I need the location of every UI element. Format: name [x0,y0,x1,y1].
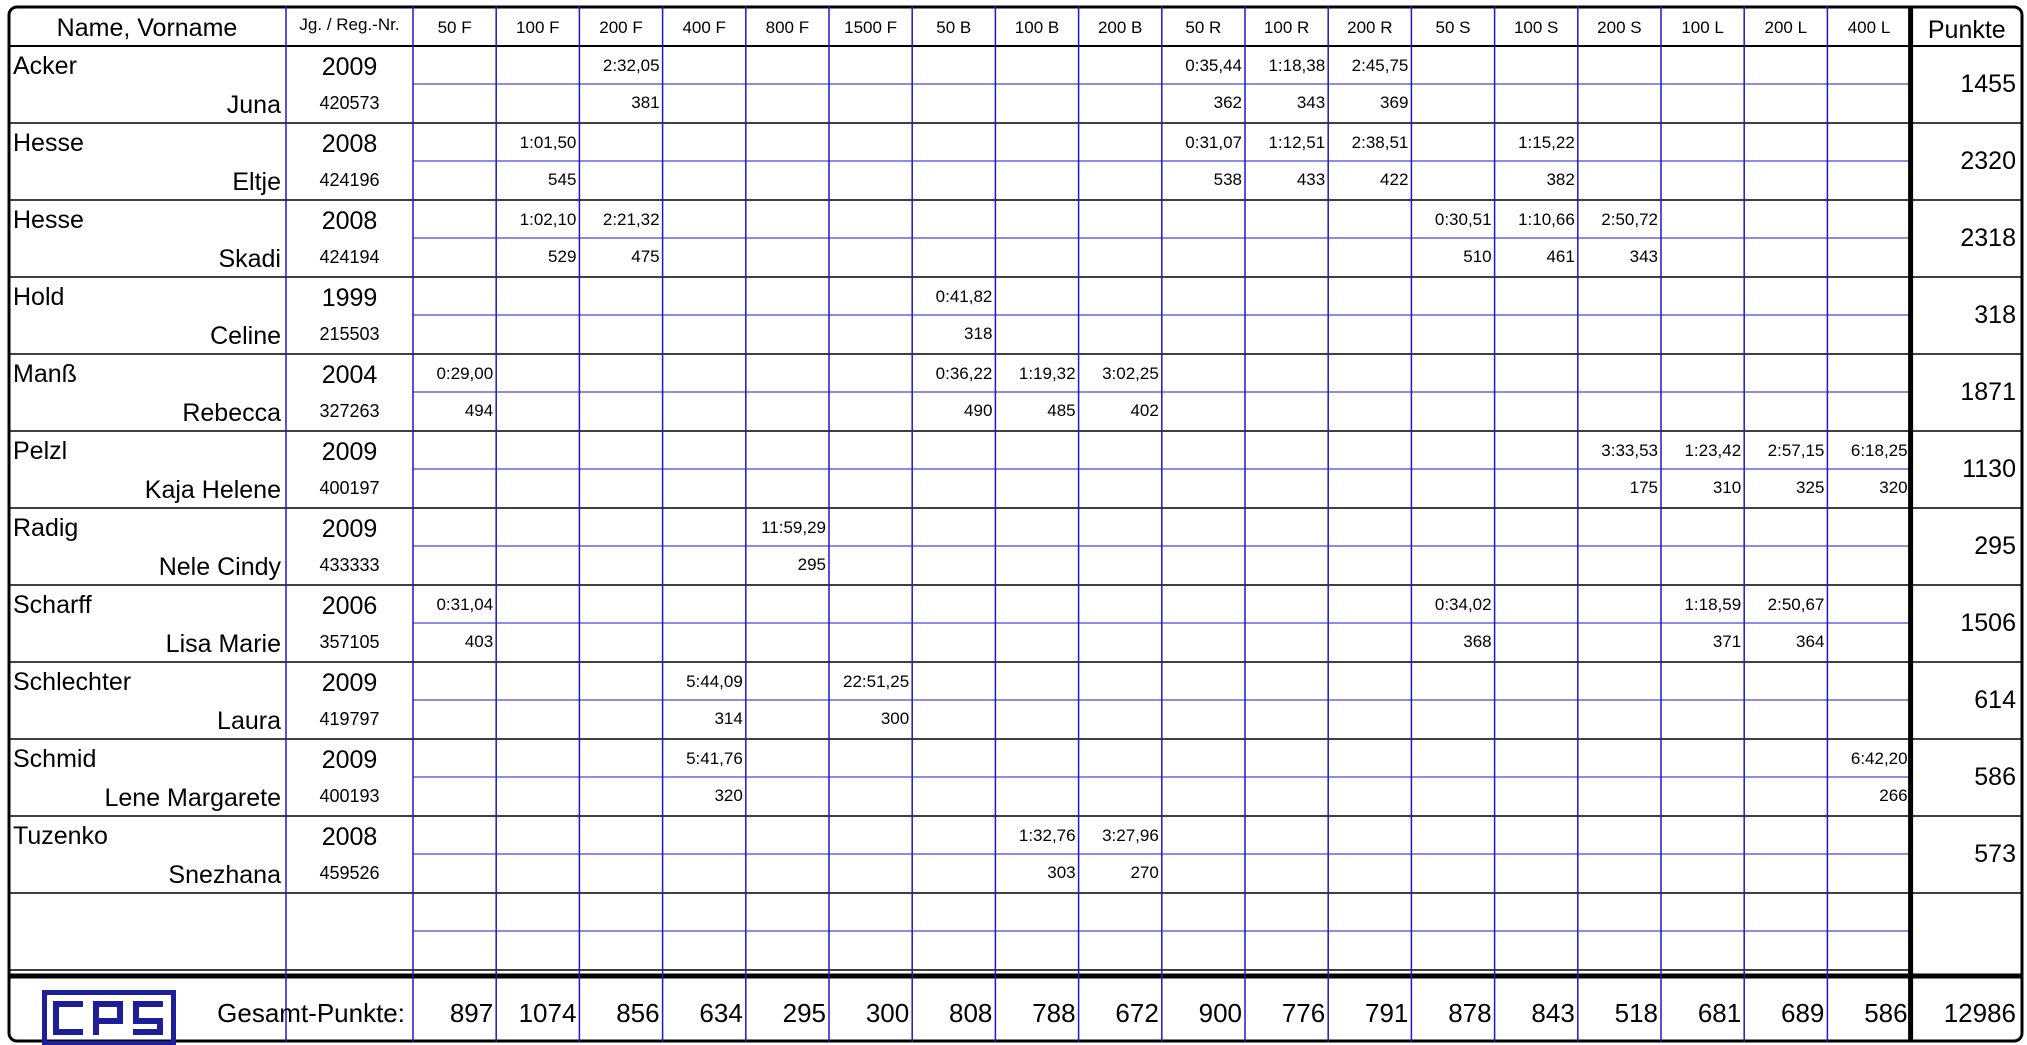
column-header-event: 100 L [1681,18,1724,37]
athlete-total-points: 1871 [1960,378,2016,406]
result-time: 1:01,50 [519,133,577,152]
result-points: 295 [797,555,826,574]
result-time: 0:29,00 [436,364,494,383]
event-sum-points: 300 [865,998,910,1028]
athlete-total-points: 614 [1974,686,2016,714]
column-header-event: 200 L [1764,18,1808,37]
athlete-reg-number: 424196 [319,170,380,190]
result-time: 0:41,82 [935,287,993,306]
athlete-reg-number: 420573 [319,93,380,113]
athlete-total-points: 1130 [1962,455,2016,483]
event-sum-points: 689 [1781,998,1825,1028]
result-time: 6:18,25 [1850,441,1908,460]
athlete-reg-number: 424194 [319,247,380,267]
athlete-reg-number: 459526 [319,863,380,883]
athlete-total-points: 2320 [1960,147,2016,175]
column-header-reg: Jg. / Reg.-Nr. [299,15,400,34]
result-points: 303 [1047,863,1076,882]
result-points: 545 [548,170,577,189]
result-points: 485 [1047,401,1076,420]
athlete-year: 2009 [321,669,378,697]
result-points: 368 [1463,632,1492,651]
result-points: 538 [1213,170,1242,189]
result-points: 422 [1380,170,1409,189]
table-cells [8,6,2023,1042]
athlete-firstname: Eltje [232,168,281,196]
result-points: 371 [1712,632,1742,651]
result-time: 5:44,09 [686,672,743,691]
event-sum-points: 878 [1448,998,1492,1028]
column-header-event: 200 F [599,18,643,37]
event-sum-points: 808 [949,998,993,1028]
result-time: 1:18,38 [1268,56,1326,75]
column-header-points: Punkte [1927,16,2006,44]
result-time: 0:31,07 [1185,133,1242,152]
athlete-surname: Pelzl [13,437,68,465]
result-time: 1:19,32 [1018,364,1076,383]
result-points: 494 [464,401,494,420]
result-points: 270 [1130,863,1159,882]
athlete-surname: Scharff [13,591,92,619]
column-header-name: Name, Vorname [56,14,238,42]
athlete-surname: Tuzenko [13,822,108,850]
athlete-reg-number: 419797 [319,709,380,729]
result-time: 0:30,51 [1434,210,1492,229]
result-points: 529 [548,247,577,266]
athlete-reg-number: 400197 [319,478,380,498]
athlete-year: 2008 [321,130,378,158]
result-points: 320 [1879,478,1908,497]
result-points: 266 [1879,786,1908,805]
athlete-firstname: Kaja Helene [144,476,281,504]
athlete-surname: Hesse [13,206,84,234]
athlete-reg-number: 215503 [319,324,380,344]
athlete-reg-number: 433333 [319,555,380,575]
column-header-event: 50 S [1435,18,1471,37]
result-time: 1:32,76 [1018,826,1076,845]
athlete-total-points: 586 [1974,763,2016,791]
athlete-firstname: Lisa Marie [165,630,281,658]
result-points: 381 [631,93,660,112]
event-sum-points: 897 [449,998,494,1028]
athlete-firstname: Rebecca [182,399,281,427]
result-time: 3:33,53 [1601,441,1658,460]
athlete-firstname: Snezhana [168,861,281,889]
athlete-firstname: Juna [226,91,281,119]
column-header-event: 50 R [1185,18,1222,37]
result-time: 11:59,29 [761,518,826,537]
athlete-year: 2009 [321,746,378,774]
athlete-firstname: Nele Cindy [158,553,281,581]
event-sum-points: 1074 [518,998,577,1028]
result-time: 2:57,15 [1767,441,1825,460]
grand-total-points: 12986 [1943,998,2016,1028]
athlete-surname: Schmid [13,745,97,773]
column-header-event: 100 F [516,18,560,37]
column-header-event: 100 B [1014,18,1060,37]
result-time: 1:23,42 [1684,441,1742,460]
column-header-event: 100 S [1513,18,1559,37]
athlete-total-points: 318 [1974,301,2016,329]
athlete-year: 1999 [321,284,378,312]
result-time: 6:42,20 [1850,749,1908,768]
athlete-surname: Schlechter [13,668,132,696]
result-time: 3:02,25 [1102,364,1159,383]
result-points: 175 [1629,478,1658,497]
athlete-total-points: 2318 [1960,224,2016,252]
result-points: 369 [1380,93,1409,112]
result-points: 402 [1130,401,1159,420]
athlete-firstname: Skadi [218,245,281,273]
result-points: 325 [1796,478,1825,497]
athlete-surname: Hold [13,283,65,311]
result-points: 314 [714,709,743,728]
result-points: 320 [714,786,743,805]
column-header-event: 50 B [936,18,972,37]
result-points: 343 [1629,247,1658,266]
event-sum-points: 856 [616,998,660,1028]
athlete-total-points: 573 [1974,840,2016,868]
result-time: 2:21,32 [602,210,660,229]
column-header-event: 400 L [1847,18,1891,37]
event-sum-points: 788 [1032,998,1076,1028]
athlete-year: 2008 [321,823,378,851]
result-time: 3:27,96 [1102,826,1159,845]
event-sum-points: 791 [1365,998,1409,1028]
result-time: 2:38,51 [1351,133,1409,152]
result-time: 2:50,72 [1601,210,1658,229]
event-sum-points: 843 [1531,998,1575,1028]
athlete-firstname: Lene Margarete [104,784,281,812]
result-time: 0:34,02 [1434,595,1492,614]
event-sum-points: 634 [699,998,743,1028]
athlete-surname: Hesse [13,129,84,157]
athlete-reg-number: 357105 [319,632,380,652]
event-sum-points: 586 [1864,998,1908,1028]
athlete-year: 2009 [321,438,378,466]
athlete-surname: Radig [13,514,79,542]
athlete-total-points: 295 [1974,532,2016,560]
total-points-label: Gesamt-Punkte: [217,998,405,1028]
event-sum-points: 681 [1697,998,1742,1028]
result-time: 2:45,75 [1351,56,1409,75]
result-points: 382 [1546,170,1575,189]
result-points: 461 [1546,247,1575,266]
column-header-event: 200 R [1347,18,1393,37]
result-points: 403 [464,632,494,651]
column-header-event: 400 F [682,18,726,37]
event-sum-points: 518 [1614,998,1658,1028]
column-header-event: 200 B [1097,18,1143,37]
result-time: 1:18,59 [1684,595,1742,614]
result-time: 1:02,10 [519,210,577,229]
event-sum-points: 776 [1281,998,1326,1028]
column-header-event: 50 F [437,18,472,37]
athlete-reg-number: 327263 [319,401,380,421]
athlete-firstname: Celine [210,322,281,350]
result-points: 300 [880,709,910,728]
event-sum-points: 900 [1198,998,1242,1028]
result-points: 510 [1463,247,1492,266]
column-header-event: 800 F [765,18,810,37]
result-points: 310 [1712,478,1742,497]
athlete-surname: Acker [13,52,77,80]
result-time: 22:51,25 [843,672,910,691]
result-time: 1:15,22 [1518,133,1575,152]
athlete-firstname: Laura [217,707,281,735]
athlete-year: 2006 [321,592,378,620]
result-points: 490 [964,401,993,420]
results-sheet [8,6,2023,1042]
athlete-reg-number: 400193 [319,786,380,806]
result-points: 364 [1796,632,1825,651]
column-header-event: 100 R [1263,18,1310,37]
column-header-event: 1500 F [844,18,898,37]
result-points: 362 [1213,93,1242,112]
column-header-event: 200 S [1597,18,1642,37]
athlete-year: 2009 [321,53,378,81]
athlete-year: 2008 [321,207,378,235]
result-points: 475 [631,247,660,266]
event-sum-points: 672 [1115,998,1159,1028]
result-time: 2:50,67 [1767,595,1825,614]
athlete-surname: Manß [13,360,77,388]
result-time: 1:10,66 [1518,210,1575,229]
result-time: 0:35,44 [1185,56,1242,75]
athlete-total-points: 1506 [1960,609,2016,637]
event-sum-points: 295 [782,998,826,1028]
result-time: 2:32,05 [602,56,660,75]
result-time: 0:31,04 [436,595,494,614]
result-points: 343 [1296,93,1326,112]
result-points: 318 [964,324,993,343]
athlete-year: 2004 [321,361,378,389]
result-time: 5:41,76 [686,749,743,768]
athlete-year: 2009 [321,515,378,543]
result-time: 1:12,51 [1268,133,1326,152]
result-time: 0:36,22 [935,364,993,383]
result-points: 433 [1296,170,1326,189]
athlete-total-points: 1455 [1960,70,2016,98]
